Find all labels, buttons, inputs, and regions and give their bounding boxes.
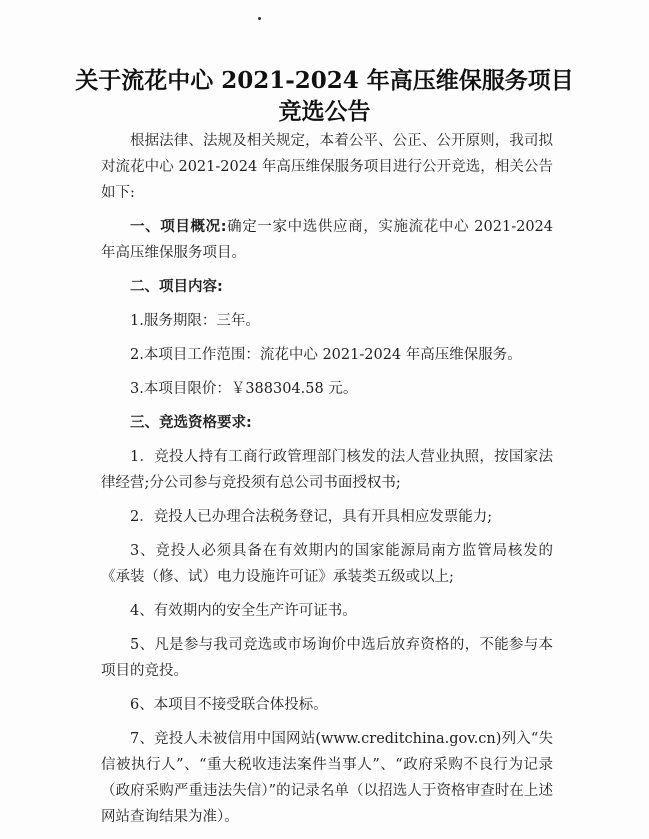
- document-title-line1: 关于流花中心 2021-2024 年高压维保服务项目: [75, 67, 574, 94]
- document-title-line2: 竞选公告: [278, 98, 371, 125]
- qualification-item: 6、本项目不接受联合体投标。: [130, 697, 328, 713]
- qualification-item: 4、有效期内的安全生产许可证书。: [130, 603, 357, 619]
- qualification-item: 3、竞投人必须具备在有效期内的国家能源局南方监管局核发的《承装（修、试）电力设施许可证》承装类五级或以上;: [101, 543, 553, 585]
- content-item: 2.本项目工作范围：流花中心 2021-2024 年高压维保服务。: [130, 347, 522, 363]
- content-item: 1.服务期限：三年。: [130, 313, 260, 329]
- scan-mark: [258, 17, 261, 20]
- section-overview-text: 确定一家中选供应商，实施流花中心 2021-2024 年高压维保服务项目。: [101, 219, 553, 261]
- qualification-item: 2．竞投人已办理合法税务登记，具有开具相应发票能力;: [130, 509, 493, 525]
- section-qualification-heading: 三、竞选资格要求:: [130, 415, 252, 431]
- qualification-item: 1．竞投人持有工商行政管理部门核发的法人营业执照，按国家法律经营;分公司参与竞投须有总公司书面授权书;: [101, 449, 553, 491]
- section-overview: [101, 214, 553, 266]
- document-body: [101, 128, 553, 830]
- intro-paragraph: 根据法律、法规及相关规定，本着公平、公正、公开原则，我司拟对流花中心 2021-2024 年高压维保服务项目进行公开竞选，相关公告如下:: [101, 133, 553, 201]
- section-overview-heading: 一、项目概况:: [130, 219, 227, 235]
- qualification-item: 5、凡是参与我司竞选或市场询价中选后放弃资格的，不能参与本项目的竞投。: [101, 637, 553, 679]
- content-item: 3.本项目限价：￥388304.58 元。: [130, 381, 358, 397]
- qualification-item: 7、竞投人未被信用中国网站(www.creditchina.gov.cn)列入“失信被执行人”、“重大税收违法案件当事人”、“政府采购不良行为记录（政府采购严重违法失信）”的记录名单（以招选人于资格审查时在上述网站查询结果为准）。: [101, 731, 553, 825]
- section-content-heading: 二、项目内容:: [130, 279, 223, 295]
